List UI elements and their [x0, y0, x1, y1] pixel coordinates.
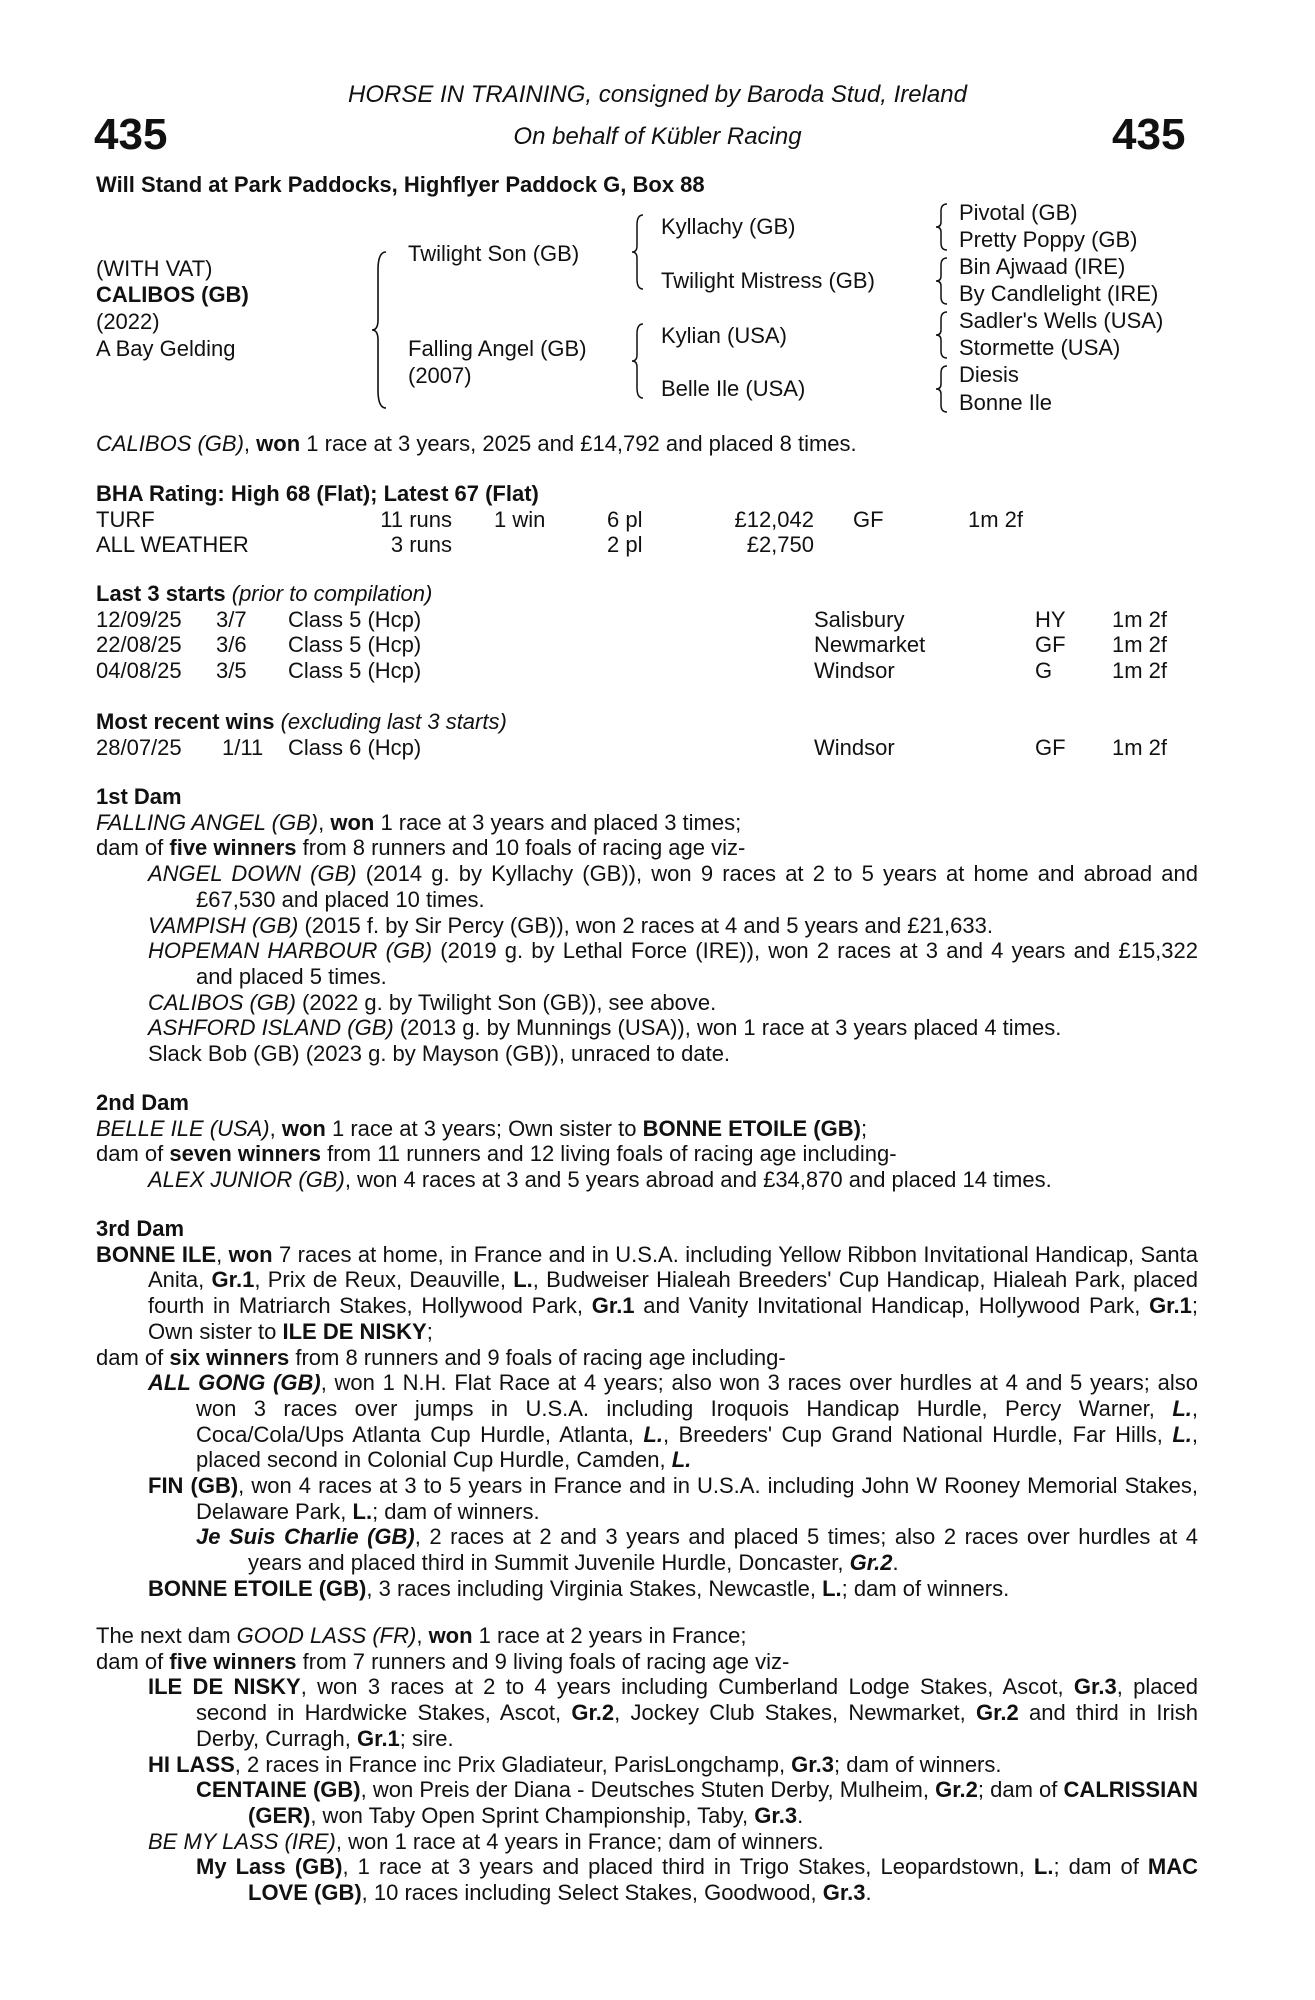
recent-wins-title: Most recent wins [96, 709, 275, 734]
emphasis-text: L. [671, 1447, 692, 1473]
emphasis-text: L. [1033, 1854, 1054, 1880]
start-row [96, 658, 1198, 684]
emphasis-text: Gr.3 [1073, 1674, 1117, 1700]
emphasis-text: VAMPISH (GB) [148, 912, 299, 938]
course: Windsor [814, 734, 895, 760]
emphasis-text: Gr.1 [1149, 1293, 1192, 1319]
pedigree-entry [96, 1524, 1198, 1575]
brace-icon [934, 364, 950, 414]
emphasis-text: five winners [169, 835, 297, 861]
consignor-subtitle: On behalf of Kübler Racing [513, 123, 802, 150]
prize: £12,042 [734, 506, 814, 532]
surface: TURF [96, 506, 155, 532]
bha-rating-title: BHA Rating: High 68 (Flat); Latest 67 (Flat) [96, 481, 539, 506]
emphasis-text: FIN (GB) [148, 1473, 239, 1499]
emphasis-text: L. [1172, 1421, 1192, 1447]
text-segment: , [243, 431, 257, 456]
placed: 2 pl [607, 532, 643, 558]
emphasis-text: ALL GONG (GB) [148, 1370, 321, 1396]
prize: £2,750 [746, 532, 814, 558]
text-segment: 1 race at 3 years; Own sister to [325, 1115, 643, 1141]
text-segment: , 3 races including Virginia Stakes, Newcastle, [366, 1575, 823, 1601]
emphasis-text: ILE DE NISKY [282, 1318, 427, 1344]
stand-location: Will Stand at Park Paddocks, Highflyer Paddock G, Box 88 [96, 172, 705, 197]
pedigree-gen3-1: Kyllachy (GB) [661, 214, 796, 239]
text-segment: (2022 g. by Twilight Son (GB)), see above. [295, 989, 717, 1015]
pedigree-gen4-7: Diesis [959, 362, 1019, 387]
vat-note: (WITH VAT) [96, 256, 213, 281]
date: 28/07/25 [96, 734, 182, 760]
emphasis-text: FALLING ANGEL (GB) [96, 809, 319, 835]
pos: 3/7 [216, 606, 247, 632]
pedigree-entry [96, 1623, 1198, 1649]
text-segment: (2014 g. by Kyllachy (GB)), won 9 races at 2 to 5 years at home and abroad and £67,530 and placed 10 times. [196, 861, 1198, 912]
emphasis-text: ASHFORD ISLAND (GB) [148, 1015, 394, 1041]
pedigree-entry [96, 990, 1198, 1016]
bha-rating-block [96, 481, 1198, 558]
wins: 1 win [494, 506, 546, 532]
pedigree-gen3-4: Belle Ile (USA) [661, 376, 806, 401]
emphasis-text: ILE DE NISKY [148, 1674, 301, 1700]
text-segment: , [416, 1623, 429, 1648]
text-segment: ; dam of [977, 1777, 1064, 1803]
text-segment: , won 4 races at 3 to 5 years in France and in U.S.A. including John W Rooney Memorial Stakes, Delaware Park, [196, 1473, 1198, 1524]
text-segment: , won 4 races at 3 and 5 years abroad and £34,870 and placed 14 times. [344, 1167, 1052, 1193]
emphasis-text: BONNE ETOILE (GB) [642, 1115, 861, 1141]
pedigree-gen4-6: Stormette (USA) [959, 335, 1121, 360]
emphasis-text: GOOD LASS (FR) [236, 1623, 417, 1648]
text-segment: . [797, 1802, 804, 1828]
emphasis-text: Gr.3 [822, 1880, 866, 1906]
emphasis-text: five winners [169, 1648, 297, 1674]
emphasis-text: Gr.3 [754, 1802, 798, 1828]
text-segment: , 2 races in France inc Prix Gladiateur, ParisLongchamp, [234, 1751, 792, 1777]
lot-number-left: 435 [94, 110, 168, 159]
date: 22/08/25 [96, 632, 182, 658]
pedigree-entry [96, 938, 1198, 989]
emphasis-text: L. [643, 1421, 663, 1447]
course: Salisbury [814, 606, 905, 632]
emphasis-text: L. [1172, 1395, 1192, 1421]
pedigree-gen4-4: By Candlelight (IRE) [959, 281, 1159, 306]
brace-icon [934, 256, 950, 306]
going: GF [1035, 734, 1066, 760]
text-segment: dam of [96, 1344, 170, 1370]
pedigree-gen4-1: Pivotal (GB) [959, 200, 1078, 225]
emphasis-text: Je Suis Charlie (GB) [196, 1524, 415, 1550]
last-starts-note: (prior to compilation) [231, 581, 433, 606]
next-dam-section [96, 1623, 1198, 1906]
pos: 3/5 [216, 658, 247, 684]
emphasis-text: Gr.2 [935, 1777, 978, 1803]
start-row [96, 735, 1198, 761]
dam-name: Falling Angel (GB) [408, 336, 587, 361]
pedigree-entry [96, 1116, 1198, 1142]
pedigree-entry [96, 1345, 1198, 1371]
text-segment: ; dam of winners. [833, 1751, 1002, 1777]
text-segment: dam of [96, 1648, 170, 1674]
date: 12/09/25 [96, 606, 182, 632]
second-dam-section [96, 1090, 1198, 1193]
emphasis-text: L. [352, 1498, 373, 1524]
text-segment: , won 3 races at 2 to 4 years including Cumberland Lodge Stakes, Ascot, [300, 1674, 1074, 1700]
pedigree-entry [96, 1777, 1198, 1828]
pedigree-gen4-5: Sadler's Wells (USA) [959, 308, 1164, 333]
text-segment: , placed second in Colonial Cup Hurdle, Camden, [196, 1421, 1198, 1473]
text-segment: (2019 g. by Lethal Force (IRE)), won 2 races at 3 and 4 years and £15,322 and placed 5 times. [196, 938, 1198, 989]
pedigree-entry [96, 1674, 1198, 1751]
emphasis-text: L. [822, 1575, 842, 1601]
emphasis-text: Gr.1 [211, 1267, 255, 1293]
text-segment: , [318, 809, 331, 835]
text-segment: from 8 runners and 10 foals of racing age viz- [296, 835, 746, 861]
distance: 1m 2f [1112, 658, 1168, 684]
course: Windsor [814, 658, 895, 684]
emphasis-text: Gr.2 [975, 1700, 1019, 1726]
pedigree-entry [96, 861, 1198, 912]
pedigree-entry [96, 1829, 1198, 1855]
lot-number-right: 435 [1112, 110, 1186, 159]
text-segment: 7 races at home, in France and in U.S.A. including Yellow Ribbon Invitational Handicap, Santa Anita, [148, 1241, 1198, 1293]
rating-row [96, 507, 1198, 533]
text-segment: from 7 runners and 9 living foals of racing age viz- [296, 1648, 790, 1674]
distance: 1m 2f [1112, 632, 1168, 658]
dam-year: (2007) [408, 363, 472, 388]
pedigree-gen4-3: Bin Ajwaad (IRE) [959, 254, 1126, 279]
brace-icon [370, 250, 390, 410]
going: GF [1035, 632, 1066, 658]
text-segment: , won Taby Open Sprint Championship, Taby, [310, 1802, 755, 1828]
pedigree-entry [96, 1752, 1198, 1778]
pedigree-gen4-2: Pretty Poppy (GB) [959, 227, 1138, 252]
text-segment: 1 race at 2 years in France; [472, 1623, 747, 1648]
going: G [1035, 658, 1053, 684]
emphasis-text: won [228, 1241, 273, 1267]
runs: 3 runs [390, 532, 452, 558]
pedigree-entry [96, 1167, 1198, 1193]
emphasis-text: won [330, 809, 375, 835]
emphasis-text: CALRISSIAN (GER) [248, 1777, 1198, 1828]
pedigree-entry [96, 1473, 1198, 1524]
pedigree-gen3-3: Kylian (USA) [661, 323, 787, 348]
text-segment: ; Own sister to [148, 1293, 1198, 1344]
section-heading: 1st Dam [96, 784, 182, 809]
emphasis-text: Gr.2 [571, 1700, 615, 1726]
distance: 1m 2f [1112, 734, 1168, 760]
text-segment: , Coca/Cola/Ups Atlanta Cup Hurdle, Atlanta, [196, 1395, 1198, 1447]
text-segment: , Jockey Club Stakes, Newmarket, [614, 1700, 976, 1726]
emphasis-text: Gr.1 [356, 1725, 400, 1751]
runs: 11 runs [380, 506, 452, 532]
rating-row [96, 532, 1198, 558]
text-segment: from 8 runners and 9 foals of racing age including- [289, 1344, 786, 1370]
text-segment: ; dam of winners. [841, 1575, 1010, 1601]
race: Class 5 (Hcp) [288, 658, 422, 684]
catalogue-header-title: HORSE IN TRAINING, consigned by Baroda Stud, Ireland [348, 81, 967, 108]
brace-icon [630, 213, 646, 291]
text-segment: , placed second in Hardwicke Stakes, Ascot, [196, 1674, 1199, 1726]
foaling-year: (2022) [96, 309, 160, 334]
emphasis-text: HI LASS [148, 1751, 235, 1777]
going: GF [853, 506, 884, 532]
race: Class 5 (Hcp) [288, 632, 422, 658]
race: Class 6 (Hcp) [288, 734, 422, 760]
recent-wins-note: (excluding last 3 starts) [280, 709, 507, 734]
distance: 1m 2f [1112, 606, 1168, 632]
pedigree-entry [96, 1242, 1198, 1345]
text-segment: , won 1 N.H. Flat Race at 4 years; also won 3 races over hurdles at 4 and 5 years; also won 3 races over jumps in U.S.A. including Iroquois Handicap Hurdle, Percy Warner, [196, 1370, 1198, 1421]
emphasis-text: CENTAINE (GB) [196, 1777, 361, 1803]
text-segment: , [216, 1241, 229, 1267]
pedigree-entry [96, 1370, 1198, 1473]
emphasis-text: won [281, 1115, 326, 1141]
horse-name: CALIBOS (GB) [96, 282, 249, 307]
text-segment: , 1 race at 3 years and placed third in Trigo Stakes, Leopardstown, [342, 1854, 1034, 1880]
emphasis-text: CALIBOS (GB) [96, 431, 244, 456]
placed: 6 pl [607, 506, 643, 532]
start-row [96, 607, 1198, 633]
text-segment: 1 race at 3 years, 2025 and £14,792 and placed 8 times. [300, 431, 857, 456]
last-starts-title: Last 3 starts [96, 581, 226, 606]
emphasis-text: Gr.1 [591, 1293, 635, 1319]
pedigree-entry [96, 1576, 1198, 1602]
text-segment: , 2 races at 2 and 3 years and placed 5 times; also 2 races over hurdles at 4 years and placed third in Summit Juvenile Hurdle, Doncaster, [248, 1524, 1199, 1576]
text-segment: 1 race at 3 years and placed 3 times; [374, 809, 742, 835]
text-segment: , won 1 race at 4 years in France; dam of winners. [335, 1828, 824, 1854]
section-heading: 2nd Dam [96, 1090, 189, 1115]
pos: 1/11 [222, 734, 264, 760]
pedigree-entry [96, 1141, 1198, 1167]
text-segment: and Vanity Invitational Handicap, Hollywood Park, [634, 1293, 1150, 1319]
emphasis-text: HOPEMAN HARBOUR (GB) [148, 938, 433, 964]
emphasis-text: Gr.2 [849, 1550, 893, 1576]
recent-wins-block [96, 709, 1198, 760]
text-segment: from 11 runners and 12 living foals of racing age including- [321, 1141, 897, 1167]
going: HY [1035, 606, 1066, 632]
emphasis-text: Gr.3 [791, 1751, 834, 1777]
course: Newmarket [814, 632, 926, 658]
text-segment: ; sire. [399, 1725, 454, 1751]
horse-description: A Bay Gelding [96, 336, 236, 361]
brace-icon [630, 322, 646, 400]
brace-icon [934, 310, 950, 360]
emphasis-text: BE MY LASS (IRE) [148, 1828, 336, 1854]
race-summary [96, 431, 1198, 457]
emphasis-text: L. [513, 1267, 533, 1293]
emphasis-text: six winners [169, 1344, 290, 1370]
emphasis-text: CALIBOS (GB) [148, 989, 296, 1015]
distance: 1m 2f [968, 506, 1024, 532]
emphasis-text: won [428, 1623, 473, 1648]
pedigree-entry [96, 1015, 1198, 1041]
pedigree-entry [96, 913, 1198, 939]
text-segment: and third in Irish Derby, Curragh, [196, 1700, 1198, 1751]
text-segment: , [269, 1115, 282, 1141]
first-dam-section [96, 784, 1198, 1067]
pedigree-entry [96, 1854, 1198, 1905]
emphasis-text: seven winners [169, 1141, 322, 1167]
sire-name: Twilight Son (GB) [408, 241, 580, 266]
text-segment: ; dam of winners. [372, 1498, 540, 1524]
text-segment: Slack Bob (GB) (2023 g. by Mayson (GB)), unraced to date. [148, 1041, 731, 1067]
start-row [96, 632, 1198, 658]
text-segment: ; [426, 1318, 433, 1344]
pos: 3/6 [216, 632, 247, 658]
text-segment: ; [860, 1115, 868, 1141]
race: Class 5 (Hcp) [288, 606, 422, 632]
pedigree-entry [96, 1649, 1198, 1675]
text-segment: (2013 g. by Munnings (USA)), won 1 race at 3 years placed 4 times. [393, 1015, 1062, 1041]
text-segment: dam of [96, 835, 170, 861]
emphasis-text: ALEX JUNIOR (GB) [148, 1167, 345, 1193]
text-segment: . [892, 1550, 899, 1576]
pedigree-entry [96, 1041, 1198, 1067]
text-segment: , Breeders' Cup Grand National Hurdle, Far Hills, [662, 1421, 1173, 1447]
text-segment: The next dam [96, 1623, 237, 1648]
emphasis-text: BONNE ILE [96, 1241, 217, 1267]
date: 04/08/25 [96, 658, 182, 684]
pedigree-gen3-2: Twilight Mistress (GB) [661, 268, 875, 293]
text-segment: , Prix de Reux, Deauville, [254, 1267, 514, 1293]
emphasis-text: BELLE ILE (USA) [96, 1115, 270, 1141]
third-dam-section [96, 1216, 1198, 1602]
text-segment: (2015 f. by Sir Percy (GB)), won 2 races at 4 and 5 years and £21,633. [298, 912, 993, 938]
surface: ALL WEATHER [96, 532, 249, 558]
section-heading: 3rd Dam [96, 1216, 185, 1241]
emphasis-text: BONNE ETOILE (GB) [148, 1575, 367, 1601]
brace-icon [934, 202, 950, 252]
pedigree-gen4-8: Bonne Ile [959, 390, 1052, 415]
text-segment: ; dam of [1053, 1854, 1148, 1880]
emphasis-text: ANGEL DOWN (GB) [148, 861, 357, 887]
text-segment: , Budweiser Hialeah Breeders' Cup Handicap, Hialeah Park, placed fourth in Matriarch Stakes, Hollywood Park, [148, 1267, 1198, 1319]
pedigree-entry [96, 810, 1198, 836]
emphasis-text: My Lass (GB) [196, 1854, 343, 1880]
text-segment: . [865, 1880, 872, 1906]
last-starts-block [96, 581, 1198, 684]
text-segment: , won Preis der Diana - Deutsches Stuten Derby, Mulheim, [360, 1777, 936, 1803]
emphasis-text: MAC LOVE (GB) [248, 1854, 1198, 1906]
pedigree-entry [96, 835, 1198, 861]
text-segment: , 10 races including Select Stakes, Goodwood, [361, 1880, 823, 1906]
text-segment: dam of [96, 1141, 170, 1167]
emphasis-text: won [256, 431, 301, 456]
